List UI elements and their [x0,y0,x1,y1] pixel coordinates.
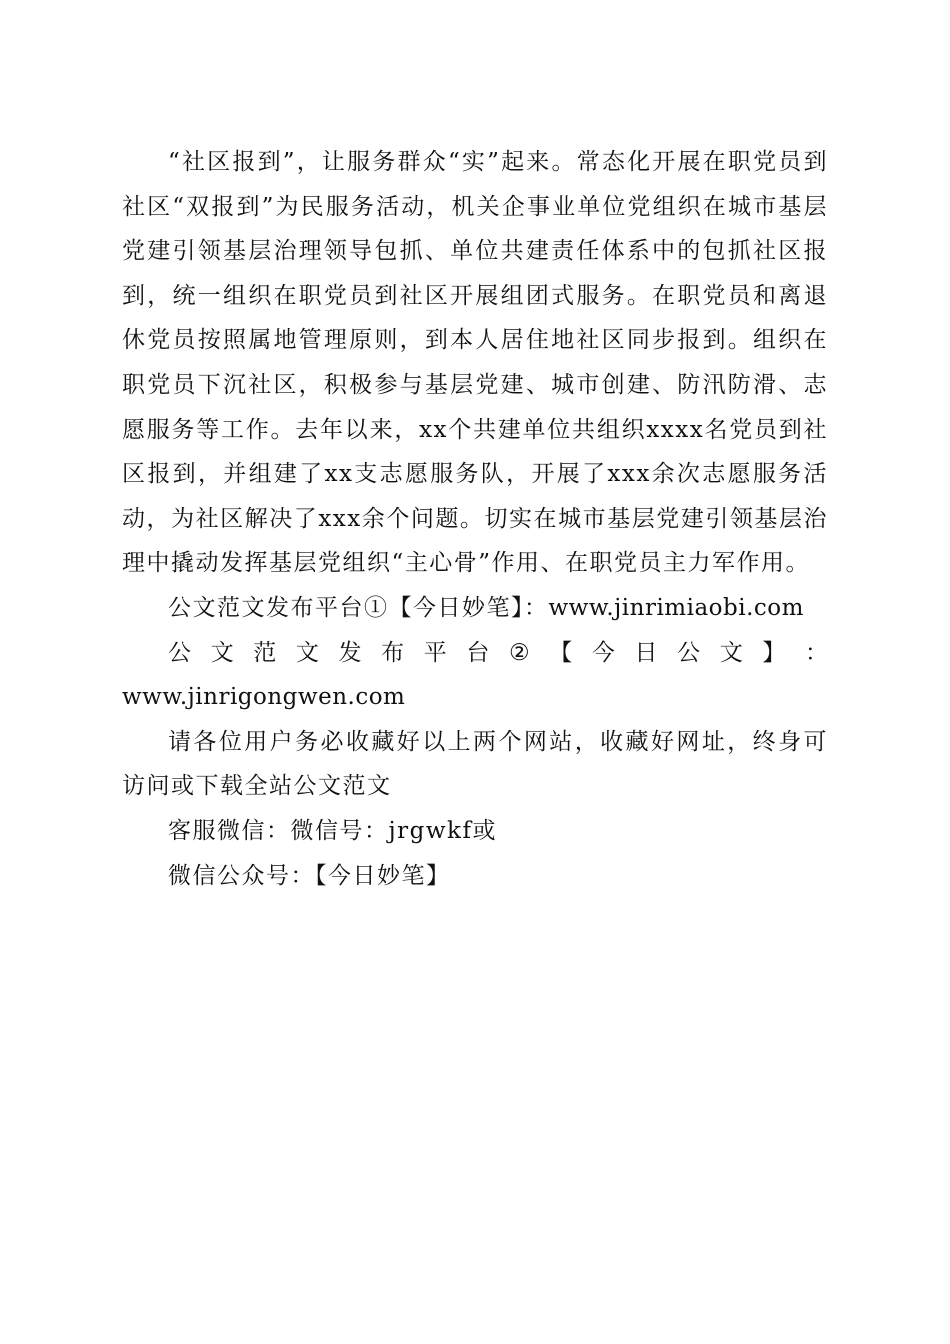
platform2-label-char: 文 [719,639,743,666]
platform2-label-char: 范 [253,639,277,666]
document-body [122,140,828,898]
platform2-label-char: ② [509,639,530,666]
platform2-label-char: 文 [295,639,319,666]
platform2-block [122,631,828,720]
platform2-label-char: 文 [210,639,234,666]
service-wechat-line: 客服微信：微信号：jrgwkf或 [168,817,497,844]
platform1-label: 公文范文发布平台①【今日妙笔】： [168,594,549,621]
main-paragraph: “社区报到”，让服务群众“实”起来。常态化开展在职党员到社区“双报到”为民服务活动，机关企事业单位党组织在城市基层党建引领基层治理领导包抓、单位共建责任体系中的包抓社区报到，统一组织在职党员到社区开展组团式服务。在职党员和离退休党员按照属地管理原则，到本人居住地社区同步报到。组织在职党员下沉社区，积极参与基层党建、城市创建、防汛防滑、志愿服务等工作。去年以来，xx个共建单位共组织xxxx名党员到社区报到，并组建了xx支志愿服务队，开展了xxx余次志愿服务活动，为社区解决了xxx余个问题。切实在城市基层党建引领基层治理中撬动发挥基层党组织“主心骨”作用、在职党员主力军作用。 [122,149,828,577]
platform2-label-char: 布 [381,639,405,666]
platform2-label-char: 公 [677,639,701,666]
platform1-url[interactable]: www.jinrimiaobi.com [548,594,804,621]
platform2-label-char: 【 [549,639,573,666]
platform2-label-char: 日 [634,639,658,666]
platform2-label-char: 平 [423,639,447,666]
platform2-label-line [122,631,828,676]
platform2-label-char: 台 [466,639,490,666]
platform2-url[interactable]: www.jinrigongwen.com [122,684,406,711]
platform2-label-char: ： [805,639,828,666]
official-account-line: 微信公众号：【今日妙笔】 [168,862,451,889]
platform2-label-char: 今 [591,639,615,666]
platform1-line [122,586,828,631]
platform2-label-char: 】 [762,639,786,666]
platform2-label-char: 公 [168,639,191,666]
platform2-label-char: 发 [338,639,362,666]
notice-paragraph: 请各位用户务必收藏好以上两个网站，收藏好网址，终身可访问或下载全站公文范文 [122,728,828,800]
